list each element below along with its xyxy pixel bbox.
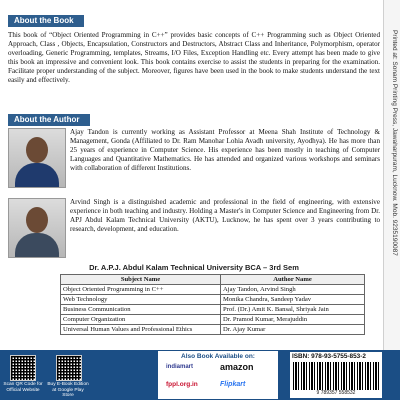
person-body-icon <box>15 233 59 258</box>
table-row <box>61 305 365 315</box>
table-cell: Object Oriented Programming in C++ <box>61 285 221 295</box>
store-heading: Also Book Available on: <box>181 353 255 360</box>
table-header-row <box>61 275 365 285</box>
table-cell: Dr. Ajay Kumar <box>221 325 365 335</box>
indiamart-logo: indiamart <box>166 364 194 370</box>
subject-table <box>60 274 365 335</box>
flipkart-logo: Flipkart <box>220 381 246 388</box>
table-row <box>61 285 365 295</box>
amazon-logo: amazon <box>220 362 254 372</box>
person-body-icon <box>15 163 59 188</box>
table-row <box>61 325 365 335</box>
about-book-heading: About the Book <box>8 15 84 27</box>
printer-info: Printed at: Sonam Printing Press, Jawaharpuram, Lucknow. Mob. 9235190087 <box>391 30 398 256</box>
table-header: Subject Name <box>61 275 221 285</box>
store-panel <box>158 351 278 399</box>
about-book-text: This book of “Object Oriented Programming in C++” provides basic concepts of C++ Programming such as Object Oriented Approach, Class , Objects, Encapsulation, Constructors and Destructors, Abstract Class and Inheritance, Polymorphism, operator overloading, Generic Programming, templates, Streams, I/O Files, Exception Handling etc. Every attempt has been made to give this book an impressive and convenient look. This book contains exercise to assist the students in preparing for the examination. Facilitate proper understanding of the subject. Moreover, figures have been used in the book to make students understand the text easily and effectively. <box>8 31 380 84</box>
author-photo-ajay <box>8 128 66 188</box>
isbn-label: ISBN: 978-93-5755-853-2 <box>292 353 366 360</box>
qr-group <box>3 352 120 398</box>
fppl-logo: fppl.org.in <box>166 381 198 388</box>
author-bio-ajay: Ajay Tandon is currently working as Assistant Professor at Meena Shah Institute of Technology & Management, Gonda (Affiliated to Dr. Ram Manohar Lohia Avadh university, Ayodhya). He has more than 25 years of experience in Computer Science. His experience has been mostly in teaching of Computer Languages and Quantitative Mathematics. He has attended and organized various workshops and seminars with collaboration of different Institutions. <box>70 128 380 172</box>
table-cell: Universal Human Values and Professional Ethics <box>61 325 221 335</box>
author-bio-arvind: Arvind Singh is a distinguished academic and professional in the field of engineering, with extensive experience in both teaching and industry. Holding a Master's in Computer Science and Engineering from Dr. APJ Abdul Kalam Technical University (AKTU), Lucknow, he has spent over 3 years contributing to research, development, and education. <box>70 198 380 233</box>
university-title: Dr. A.P.J. Abdul Kalam Technical University BCA – 3rd Sem <box>89 263 299 272</box>
table-cell: Prof. (Dr.) Amit K. Bansal, Shriyak Jain <box>221 305 365 315</box>
table-cell: Web Technology <box>61 295 221 305</box>
qr-caption-website: Scan QR Code for Official Website <box>3 382 43 393</box>
table-cell: Computer Organization <box>61 315 221 325</box>
table-cell: Ajay Tandon, Arvind Singh <box>221 285 365 295</box>
isbn-box <box>290 352 382 398</box>
table-cell: Monika Chandra, Sandeep Yadav <box>221 295 365 305</box>
qr-caption-playstore: Buy E-Book Edition at Google Play Store <box>47 382 89 398</box>
qr-code-icon <box>56 355 82 381</box>
barcode-icon <box>293 362 379 390</box>
table-cell: Business Communication <box>61 305 221 315</box>
person-head-icon <box>26 207 48 233</box>
barcode-digits: 9 789357 558532 <box>316 390 356 396</box>
table-cell: Dr. Pramod Kumar, Merajuddin <box>221 315 365 325</box>
table-row <box>61 315 365 325</box>
qr-code-icon <box>10 355 36 381</box>
author-photo-arvind <box>8 198 66 258</box>
about-author-heading: About the Author <box>8 114 90 126</box>
person-head-icon <box>26 137 48 163</box>
table-row <box>61 295 365 305</box>
table-header: Author Name <box>221 275 365 285</box>
